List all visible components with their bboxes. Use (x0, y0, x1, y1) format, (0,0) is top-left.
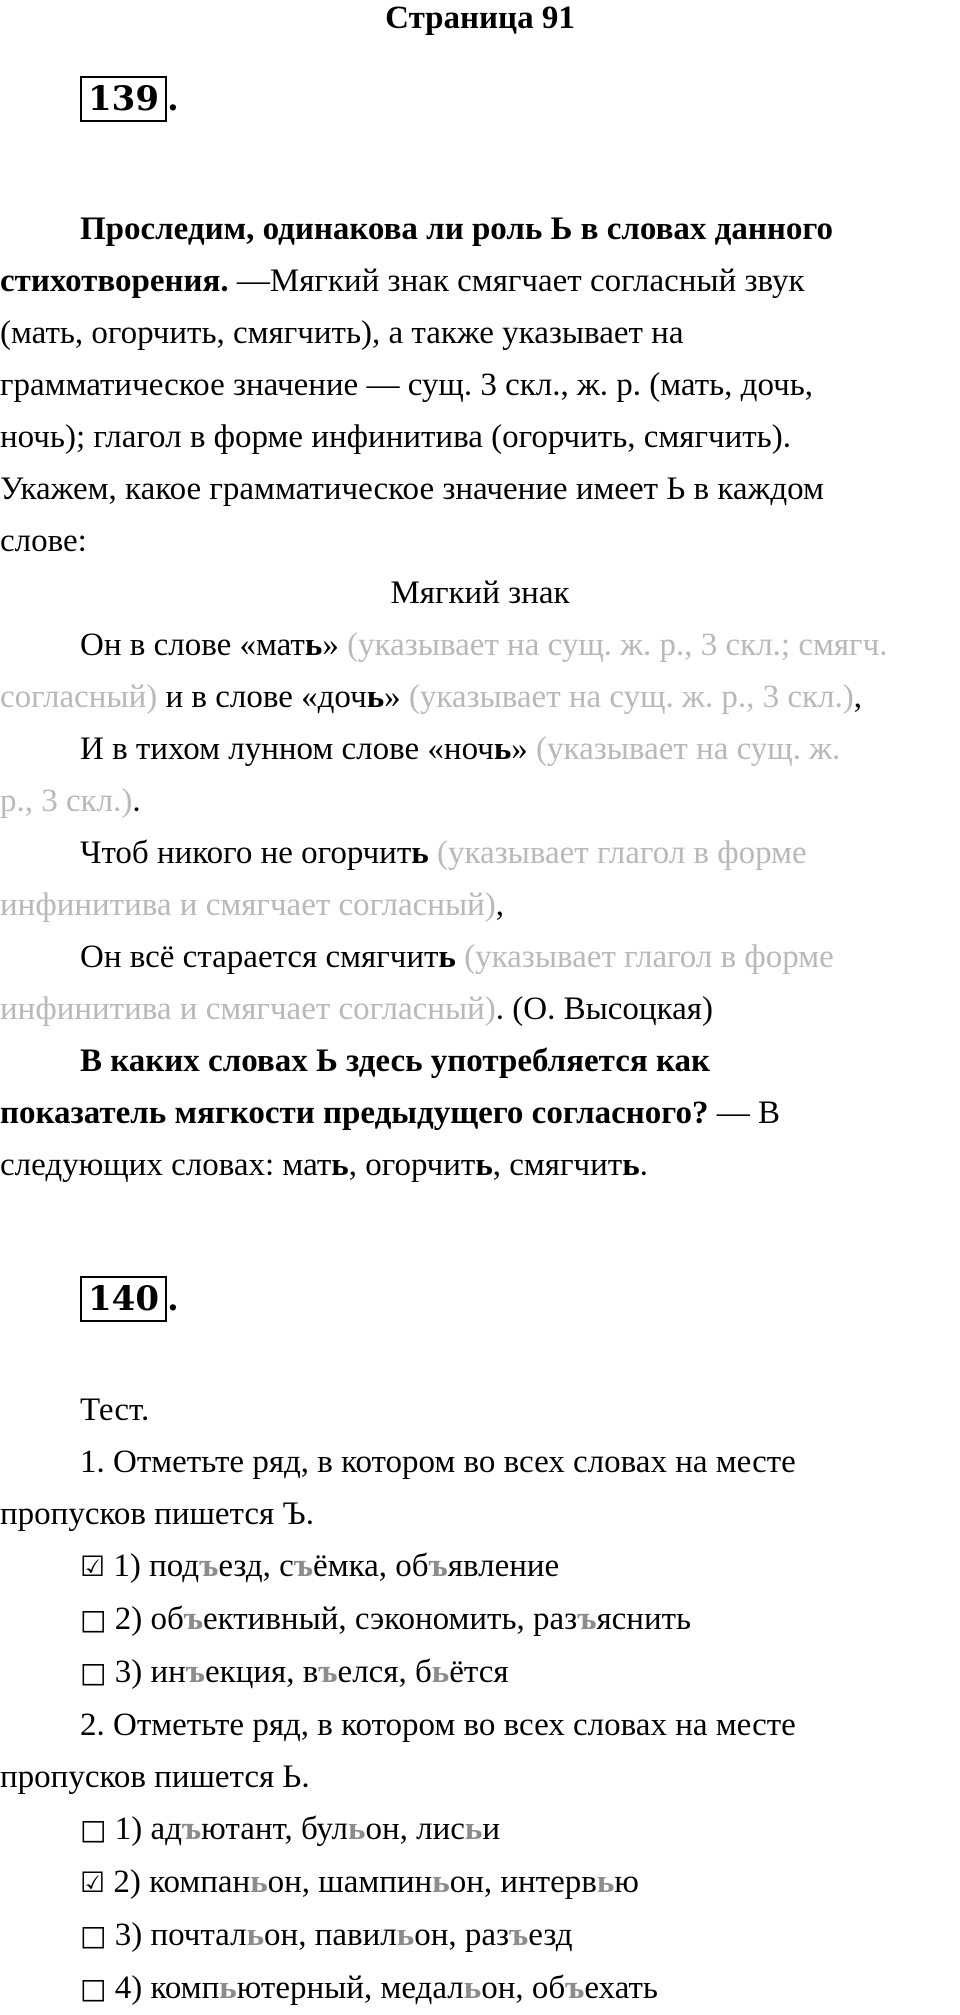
inserted-letter: ь (250, 1864, 268, 1900)
poem-title: Мягкий знак (390, 575, 570, 611)
unchecked-box-icon: □ (80, 1972, 107, 2005)
annotation: (указывает на сущ. ж. р., 3 скл.) (408, 679, 854, 715)
answer-option: □ 4) компьютерный, медальон, объехать (80, 1970, 658, 2006)
question-2: 2. Отметьте ряд, в котором во всех словах на месте (80, 1707, 796, 1743)
text-line: (мать, огорчить, смягчить), а также указывает на (0, 315, 684, 351)
inserted-letter: ъ (293, 1548, 314, 1584)
question-1-options (0, 1540, 960, 1699)
inserted-letter: ь (596, 1864, 615, 1900)
poem-line: Чтоб никого не огорчить (указывает глагол в форме (80, 835, 807, 871)
text-line: ночь); глагол в форме инфинитива (огорчить, смягчить). (0, 419, 791, 455)
text-line: В каких словах Ь здесь употребляется как (80, 1043, 711, 1079)
exercise-140-text (0, 1384, 960, 2015)
checked-box-icon: ☑ (80, 1550, 106, 1583)
unchecked-box-icon: □ (80, 1603, 107, 1636)
poem-line: Он в слове «мать» (указывает на сущ. ж. р., 3 скл.; смягч. (80, 627, 888, 663)
inserted-letter: ь (431, 1654, 450, 1690)
page-title: Страница 91 (385, 0, 575, 36)
unchecked-box-icon: □ (80, 1919, 107, 1952)
answer-option: □ 3) инъекция, въелся, бьётся (80, 1654, 509, 1690)
exercise-139-text (0, 203, 960, 1191)
answer-option: □ 3) почтальон, павильон, разъезд (80, 1917, 573, 1953)
annotation: инфинитива и смягчает согласный) (0, 991, 496, 1027)
text-line: следующих словах: мать, огорчить, смягчить. (0, 1147, 648, 1183)
text-line: Укажем, какое грамматическое значение имеет Ь в каждом (0, 471, 824, 507)
unchecked-box-icon: □ (80, 1813, 107, 1846)
poem-line: инфинитива и смягчает согласный). (О. Высоцкая) (0, 991, 713, 1027)
answer-option: ☑ 1) подъезд, съёмка, объявление (80, 1548, 560, 1584)
annotation: (указывает на сущ. ж. (536, 731, 841, 767)
poem-line: инфинитива и смягчает согласный), (0, 887, 505, 923)
poem-line: р., 3 скл.). (0, 783, 141, 819)
annotation: р., 3 скл.) (0, 783, 133, 819)
inserted-letter: ь (464, 1811, 483, 1847)
text-line: Проследим, одинакова ли роль Ь в словах данного (80, 211, 834, 247)
answer-option: □ 1) адъютант, бульон, лисьи (80, 1811, 501, 1847)
text-line: слове: (0, 523, 87, 559)
annotation: (указывает глагол в форме (428, 835, 807, 871)
text-line: грамматическое значение — сущ. 3 скл., ж. р. (мать, дочь, (0, 367, 814, 403)
annotation: (указывает глагол в форме (455, 939, 834, 975)
checked-box-icon: ☑ (80, 1866, 106, 1899)
text-line: стихотворения. —Мягкий знак смягчает согласный звук (0, 263, 805, 299)
poem-line: И в тихом лунном слове «ночь» (указывает на сущ. ж. (80, 731, 841, 767)
inserted-letter: ь (246, 1917, 265, 1953)
question-1: 1. Отметьте ряд, в котором во всех словах на месте (80, 1444, 796, 1480)
inserted-letter: ъ (428, 1548, 448, 1584)
question-1-cont: пропусков пишется Ъ. (0, 1496, 314, 1532)
inserted-letter: ъ (577, 1601, 597, 1637)
inserted-letter: ь (432, 1864, 450, 1900)
exercise-number-139: 139 . (80, 76, 179, 122)
test-heading: Тест. (80, 1392, 150, 1428)
poem-line: согласный) и в слове «дочь» (указывает на сущ. ж. р., 3 скл.), (0, 679, 862, 715)
annotation: согласный) (0, 679, 158, 715)
exercise-number-140: 140 . (80, 1276, 179, 1322)
inserted-letter: ъ (318, 1654, 338, 1690)
unchecked-box-icon: □ (80, 1656, 107, 1689)
inserted-letter: ь (348, 1811, 366, 1847)
inserted-letter: ь (396, 1917, 415, 1953)
question-2-options (0, 1803, 960, 2015)
question-2-cont: пропусков пишется Ь. (0, 1759, 310, 1795)
answer-option: □ 2) объективный, сэкономить, разъяснить (80, 1601, 692, 1637)
inserted-letter: ъ (565, 1970, 585, 2006)
inserted-letter: ь (219, 1970, 237, 2006)
poem-line: Он всё старается смягчить (указывает глагол в форме (80, 939, 834, 975)
annotation: (указывает на сущ. ж. р., 3 скл.; смягч. (347, 627, 888, 663)
inserted-letter: ъ (199, 1548, 219, 1584)
inserted-letter: ъ (181, 1811, 202, 1847)
inserted-letter: ь (463, 1970, 482, 2006)
inserted-letter: ъ (183, 1601, 203, 1637)
inserted-letter: ъ (509, 1917, 529, 1953)
inserted-letter: ъ (185, 1654, 206, 1690)
answer-option: ☑ 2) компаньон, шампиньон, интервью (80, 1864, 639, 1900)
text-line: показатель мягкости предыдущего согласного? — В (0, 1095, 780, 1131)
annotation: инфинитива и смягчает согласный) (0, 887, 496, 923)
